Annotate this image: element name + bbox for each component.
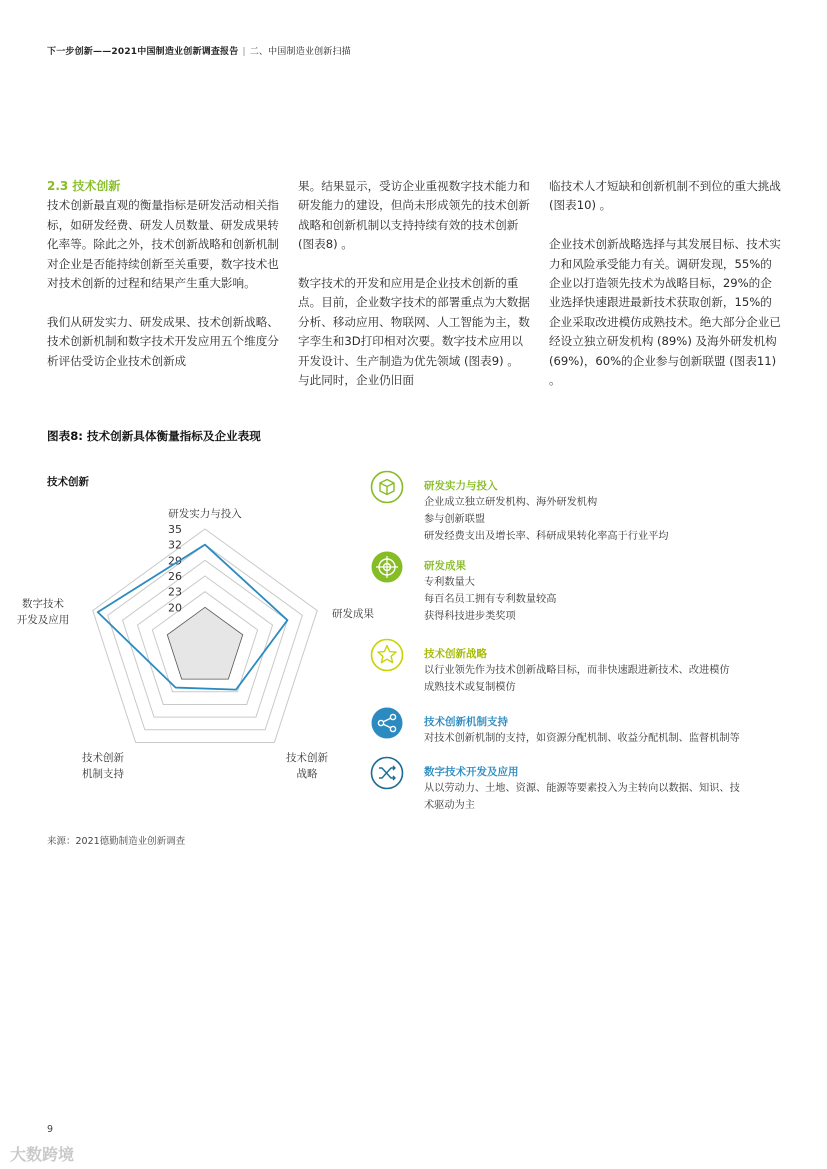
paragraph: 技术创新最直观的衡量指标是研发活动相关指标，如研发经费、研发人员数量、研发成果转化率等。除此之外，技术创新战略和创新机制对企业是否能持续创新至关重要，数字技术也对技术创新的过程和结果产生重大影响。 — [47, 198, 279, 291]
section-heading: 2.3 技术创新 — [47, 179, 121, 193]
paragraph: 果。结果显示，受访企业重视数字技术能力和研发能力的建设，但尚未形成领先的技术创新战略和创新机制以支持持续有效的技术创新 (图表8) 。 — [298, 179, 530, 252]
dimension-desc: 以行业领先作为技术创新战略目标，而非快速跟进新技术、改进模仿 成熟技术或复制模仿 — [424, 665, 730, 693]
dimension-desc: 专利数量大 每百名员工拥有专利数量较高 获得科技进步类奖项 — [424, 577, 557, 622]
radar-center — [167, 607, 242, 679]
paragraph: 临技术人才短缺和创新机制不到位的重大挑战 (图表10) 。 — [549, 179, 781, 213]
radar-axis-label: 技术创新机制支持 — [82, 752, 124, 780]
figure-title: 图表8: 技术创新具体衡量指标及企业表现 — [47, 429, 261, 443]
box-icon — [370, 470, 404, 504]
star-icon — [370, 638, 404, 672]
watermark: 大数跨境 — [10, 1145, 75, 1164]
running-header — [47, 44, 351, 57]
report-title: 下一步创新——2021中国制造业创新调查报告 — [47, 47, 239, 57]
figure-subtitle: 技术创新 — [47, 476, 89, 488]
radar-tick-label: 23 — [168, 585, 182, 599]
target-icon — [370, 550, 404, 584]
radar-tick-label: 20 — [168, 601, 182, 615]
chapter-title: 二、中国制造业创新扫描 — [249, 47, 351, 57]
radar-axis-label: 数字技术开发及应用 — [16, 598, 70, 626]
radar-tick-label: 26 — [168, 570, 182, 583]
header-separator: | — [242, 47, 246, 57]
text-column-2 — [298, 177, 530, 410]
paragraph: 企业技术创新战略选择与其发展目标、技术实力和风险承受能力有关。调研发现，55%的企业以打造领先技术为战略目标，29%的企业选择快速跟进最新技术获取创新，15%的企业采取改进模仿成熟技术。绝大部分企业已经设立独立研发机构 (89%) 及海外研发机构 (69%)，60%的企业参与创新联盟 (图表11) 。 — [549, 237, 781, 388]
dimension-name: 数字技术开发及应用 — [424, 766, 519, 778]
page-number: 9 — [47, 1124, 54, 1135]
dimension-desc: 对技术创新机制的支持，如资源分配机制、收益分配机制、监督机制等 — [424, 733, 740, 744]
dimension-name: 技术创新战略 — [424, 648, 487, 660]
dimension-name: 研发实力与投入 — [424, 480, 498, 492]
figure-source: 来源：2021德勤制造业创新调查 — [47, 836, 186, 847]
radar-tick-label: 35 — [168, 523, 182, 536]
radar-tick-label: 32 — [168, 538, 182, 552]
radar-axis-label: 技术创新战略 — [286, 752, 328, 780]
paragraph: 我们从研发实力、研发成果、技术创新战略、技术创新机制和数字技术开发应用五个维度分析评估受访企业技术创新成 — [47, 314, 279, 368]
radar-axis-label: 研发实力与投入 — [168, 508, 242, 520]
paragraph: 数字技术的开发和应用是企业技术创新的重点。目前，企业数字技术的部署重点为大数据分析、移动应用、物联网、人工智能为主，数字孪生和3D打印相对次要。数字技术应用以开发设计、生产制造为优先领域 (图表9) 。与此同时，企业仍旧面 — [298, 276, 530, 388]
radar-chart — [16, 508, 374, 790]
dimension-name: 技术创新机制支持 — [424, 716, 508, 728]
share-icon — [370, 706, 404, 740]
shuffle-icon — [370, 756, 404, 790]
dimension-desc: 企业成立独立研发机构、海外研发机构 参与创新联盟 研发经费支出及增长率、科研成果转化率高于行业平均 — [424, 497, 669, 542]
dimension-name: 研发成果 — [424, 560, 466, 572]
dimension-desc: 从以劳动力、土地、资源、能源等要素投入为主转向以数据、知识、技 术驱动为主 — [424, 783, 740, 811]
radar-axis-label: 研发成果 — [332, 608, 374, 620]
radar-tick-label: 29 — [168, 554, 182, 568]
text-column-1 — [47, 177, 279, 390]
text-column-3 — [549, 177, 781, 410]
